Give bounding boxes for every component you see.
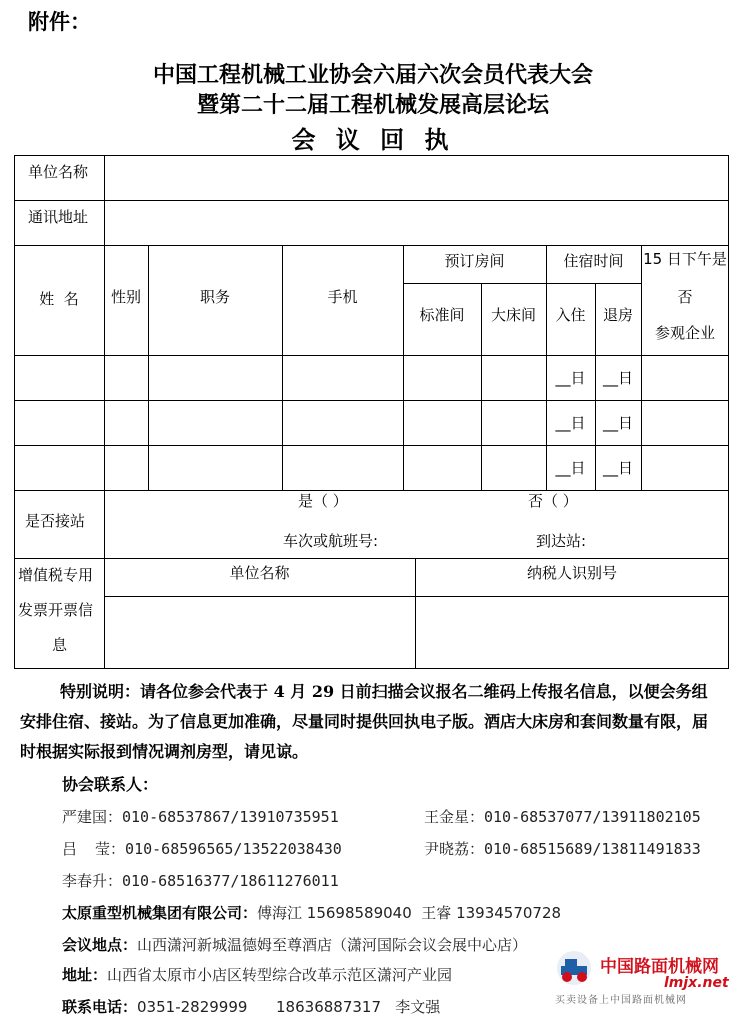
- contact-person: 尹晓荔：010-68515689/13811491833: [424, 840, 701, 858]
- form-divider: [282, 245, 283, 490]
- address-value: 山西省太原市小店区转型综合改革示范区潇河产业园: [107, 966, 453, 984]
- watermark-url: lmjx.net: [664, 975, 729, 991]
- check-in-day[interactable]: __日: [555, 369, 586, 387]
- check-in-day[interactable]: __日: [555, 414, 586, 432]
- venue-label: 会议地点：: [62, 936, 138, 954]
- company-label: 太原重型机械集团有限公司：: [62, 904, 258, 922]
- invoice-tax-id-header: 纳税人识别号: [526, 564, 617, 582]
- company-contacts: 傅海江 15698589040 王睿 13934570728: [257, 904, 562, 922]
- form-divider: [104, 155, 105, 245]
- invoice-unit-name-header: 单位名称: [229, 564, 290, 582]
- special-note: 特别说明：请各位参会代表于 4 月 29 日前扫描会议报名二维码上传报名信息，以便会务组安排住宿、接站。为了信息更加准确，尽量同时提供回执电子版。酒店大床房和套间数量有限，届时根据实际报到情况调剂房型，请见谅。: [20, 682, 709, 761]
- phone-line: [62, 996, 440, 1017]
- watermark-slogan: 买卖设备上中国路面机械网: [555, 995, 687, 1006]
- contact-person: 王金星：010-68537077/13911802105: [424, 808, 701, 826]
- visit-header-line2: 否: [677, 288, 693, 306]
- lmjx-logo-icon: [555, 948, 593, 988]
- check-in-day[interactable]: __日: [555, 459, 586, 477]
- check-out-day[interactable]: __日: [602, 459, 633, 477]
- phone-value: 0351-2829999 18636887317 李文强: [137, 998, 441, 1016]
- form-divider: [148, 245, 149, 490]
- form-divider: [104, 490, 105, 558]
- venue-value: 山西潇河新城温德姆至尊酒店（潇河国际会议会展中心店）: [137, 936, 528, 954]
- form-divider: [14, 355, 729, 356]
- visit-header-line1: 15 日下午是: [643, 250, 727, 268]
- check-out-header: 退房: [602, 306, 633, 324]
- address-line-label: 地址：: [62, 966, 108, 984]
- contact-person: 李春升：010-68516377/18611276011: [62, 872, 339, 890]
- phone-label: 联系电话：: [62, 998, 138, 1016]
- contact-person: 严建国：010-68537867/13910735951: [62, 808, 339, 826]
- king-room-header: 大床间: [490, 306, 536, 324]
- name-header: 姓 名: [39, 290, 79, 308]
- form-divider: [104, 245, 105, 490]
- form-divider: [641, 245, 642, 490]
- venue-line: [62, 934, 527, 955]
- invoice-tax-id-field[interactable]: [417, 598, 727, 667]
- phone-header: 手机: [327, 288, 358, 306]
- invoice-unit-name-field[interactable]: [106, 598, 413, 667]
- position-header: 职务: [199, 288, 230, 306]
- pickup-label: 是否接站: [25, 512, 86, 530]
- invoice-label-line3: 息: [52, 636, 68, 654]
- form-divider: [14, 445, 729, 446]
- form-divider: [546, 245, 547, 490]
- pickup-yes-option[interactable]: 是（ ）: [298, 492, 348, 510]
- invoice-label-line1: 增值税专用: [18, 566, 94, 584]
- address-field[interactable]: [106, 202, 727, 243]
- stay-time-header: 住宿时间: [563, 252, 624, 270]
- form-divider: [104, 596, 729, 597]
- check-out-day[interactable]: __日: [602, 369, 633, 387]
- title-line-1: 中国工程机械工业协会六届六次会员代表大会: [152, 62, 593, 88]
- unit-name-label: 单位名称: [28, 163, 89, 181]
- form-divider: [14, 490, 729, 491]
- unit-name-field[interactable]: [106, 157, 727, 198]
- form-divider: [403, 283, 641, 284]
- address-line: [62, 964, 452, 985]
- contacts-heading: 协会联系人：: [62, 775, 159, 794]
- title-receipt: 会 议 回 执: [291, 125, 455, 154]
- form-divider: [14, 400, 729, 401]
- room-booking-header: 预订房间: [444, 252, 505, 270]
- check-in-header: 入住: [555, 306, 586, 324]
- gender-header: 性别: [110, 288, 141, 306]
- attachment-label: 附件：: [28, 10, 91, 34]
- check-out-day[interactable]: __日: [602, 414, 633, 432]
- arrival-station-label: 到达站:: [536, 532, 587, 550]
- train-flight-label: 车次或航班号:: [283, 532, 379, 550]
- form-divider: [14, 200, 729, 201]
- title-line-2: 暨第二十二届工程机械发展高层论坛: [196, 92, 549, 118]
- visit-header-line3: 参观企业: [654, 324, 715, 342]
- pickup-no-option[interactable]: 否（ ）: [528, 492, 578, 510]
- form-divider: [14, 558, 729, 559]
- standard-room-header: 标准间: [419, 306, 465, 324]
- contact-person: 吕 莹：010-68596565/13522038430: [62, 840, 342, 858]
- form-divider: [403, 245, 404, 490]
- invoice-label-line2: 发票开票信: [18, 601, 94, 619]
- form-divider: [14, 245, 729, 246]
- company-contact: [62, 902, 561, 923]
- address-label: 通讯地址: [28, 208, 89, 226]
- watermark-brand: 中国路面机械网: [600, 957, 719, 977]
